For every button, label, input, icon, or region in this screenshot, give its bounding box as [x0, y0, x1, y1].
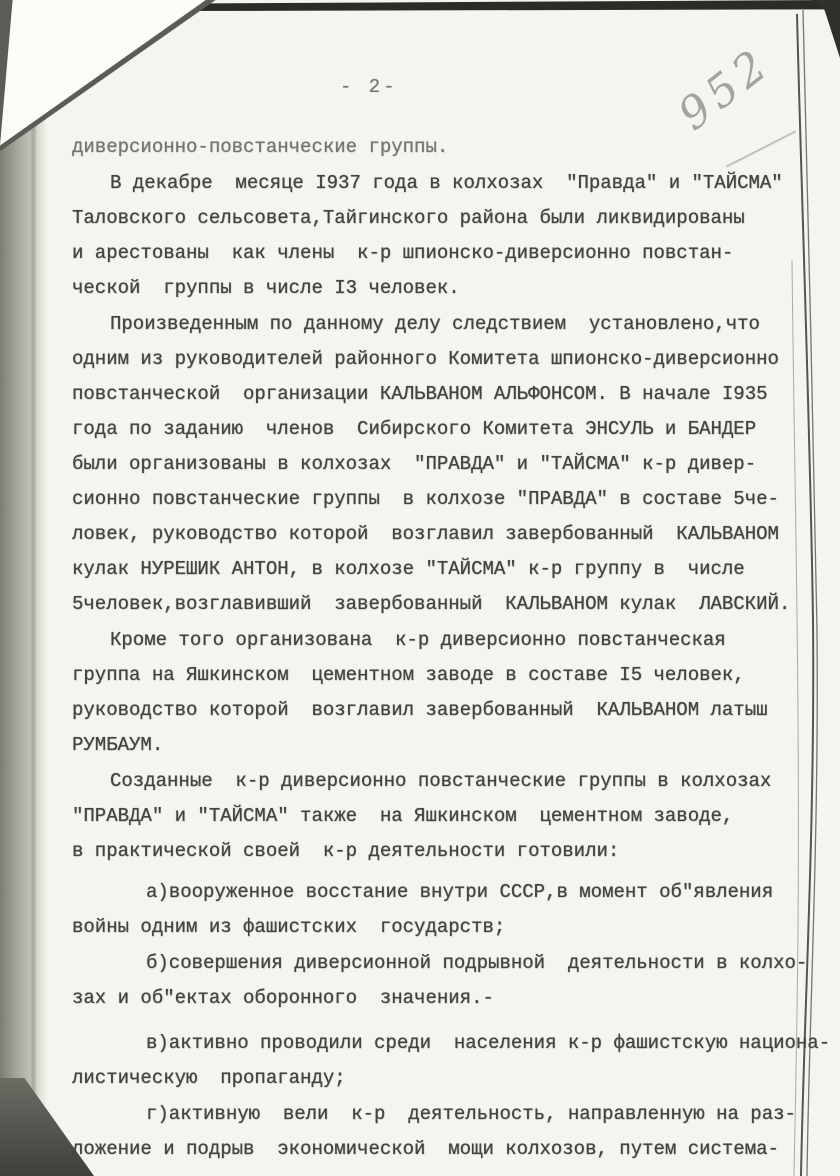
text-line: ловек, руководство которой возглавил завербованный КАЛЬВАНОМ — [72, 523, 779, 545]
text-line: Произведенным по данному делу следствием установлено,что — [110, 313, 760, 335]
handwritten-page-number: 952 — [669, 37, 781, 141]
paragraph — [72, 946, 808, 1016]
paragraph — [72, 875, 796, 945]
text-line: зах и об"ектах оборонного значения.- — [72, 987, 494, 1009]
text-line: в)активно проводили среди населения к-р фашистскую национа- — [146, 1032, 831, 1054]
text-line: а)вооруженное восстание внутри СССР,в момент об"явления — [146, 881, 774, 903]
text-line: в практической своей к-р деятельности готовили: — [72, 840, 620, 862]
paragraph — [72, 166, 796, 306]
text-line: В декабре месяце I937 года в колхозах "Правда" и "ТАЙСМА" — [110, 172, 783, 194]
text-line: Кроме того организована к-р диверсионно повстанческая — [110, 629, 726, 651]
text-line: диверсионно-повстанческие группы. — [72, 136, 449, 158]
text-line: ложение и подрыв экономической мощи колхозов, путем система- — [72, 1138, 779, 1160]
paragraph — [72, 130, 796, 165]
paragraph — [72, 764, 796, 869]
paragraph — [72, 1097, 796, 1167]
paragraph — [72, 307, 796, 622]
text-line: ческой группы в числе I3 человек. — [72, 277, 460, 299]
paragraph — [72, 1026, 831, 1096]
text-line: одним из руководителей районного Комитета шпионско-диверсионно — [72, 348, 779, 370]
text-line: руководство которой возглавил завербованный КАЛЬВАНОМ латыш — [72, 699, 768, 721]
text-line: группа на Яшкинском цементном заводе в составе I5 человек, — [72, 664, 745, 686]
paragraph — [72, 623, 796, 763]
text-line: кулак НУРЕШИК АНТОН, в колхозе "ТАЙСМА" к-р группу в числе — [72, 558, 745, 580]
text-line: Таловского сельсовета,Тайгинского района были ликвидированы — [72, 207, 745, 229]
text-line: РУМБАУМ. — [72, 734, 164, 756]
text-line: войны одним из фашистских государств; — [72, 916, 506, 938]
text-line: были организованы в колхозах "ПРАВДА" и "ТАЙСМА" к-р дивер- — [72, 453, 757, 475]
text-line: года по заданию членов Сибирского Комитета ЭНСУЛЬ и БАНДЕР — [72, 418, 757, 440]
text-line: б)совершения диверсионной подрывной деятельности в колхо- — [146, 952, 808, 974]
page-left-edge-shadow — [0, 0, 46, 1176]
scan-top-edge-strip — [166, 0, 840, 12]
text-line: и арестованы как члены к-р шпионско-диверсионно повстан- — [72, 242, 734, 264]
text-line: сионно повстанческие группы в колхозе "ПРАВДА" в составе 5че- — [72, 488, 779, 510]
text-line: повстанческой организации КАЛЬВАНОМ АЛЬФОНСОМ. В начале I935 — [72, 383, 768, 405]
page-number: - 2- — [340, 76, 398, 98]
text-line: листическую пропаганду; — [72, 1067, 346, 1089]
text-line: г)активную вели к-р деятельность, направленную на раз- — [146, 1103, 796, 1125]
text-line: "ПРАВДА" и "ТАЙСМА" также на Яшкинском цементном заводе, — [72, 805, 734, 827]
document-text — [72, 130, 831, 1167]
text-line: Созданные к-р диверсионно повстанческие группы в колхозах — [110, 770, 772, 792]
text-line: 5человек,возглавивший завербованный КАЛЬВАНОМ кулак ЛАВСКИЙ. — [72, 593, 791, 615]
